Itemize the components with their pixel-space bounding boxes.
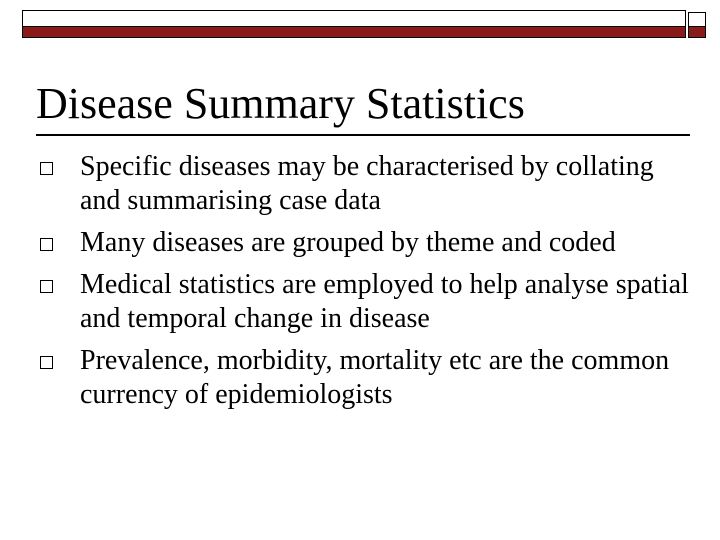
bullet-item-4	[36, 344, 696, 412]
hollow-square-bullet-icon	[40, 238, 53, 251]
bullet-text-3: Medical statistics are employed to help analyse spatial and temporal change in disease	[80, 269, 689, 334]
banner-accent-band	[23, 26, 685, 37]
bullet-item-3	[36, 268, 696, 336]
hollow-square-bullet-icon	[40, 162, 53, 175]
bullet-text-1: Specific diseases may be characterised by collating and summarising case data	[80, 151, 654, 216]
top-corner-square	[688, 12, 706, 38]
bullet-item-1	[36, 150, 696, 218]
hollow-square-bullet-icon	[40, 356, 53, 369]
title-underline	[36, 134, 690, 136]
bullet-text-4: Prevalence, morbidity, mortality etc are the common currency of epidemiologists	[80, 345, 670, 410]
top-decorative-banner	[22, 10, 686, 38]
hollow-square-bullet-icon	[40, 280, 53, 293]
bullet-list	[36, 150, 696, 420]
bullet-item-2	[36, 226, 696, 260]
slide-title: Disease Summary Statistics	[36, 79, 525, 128]
corner-square-band	[689, 26, 705, 37]
bullet-text-2: Many diseases are grouped by theme and coded	[80, 227, 616, 258]
